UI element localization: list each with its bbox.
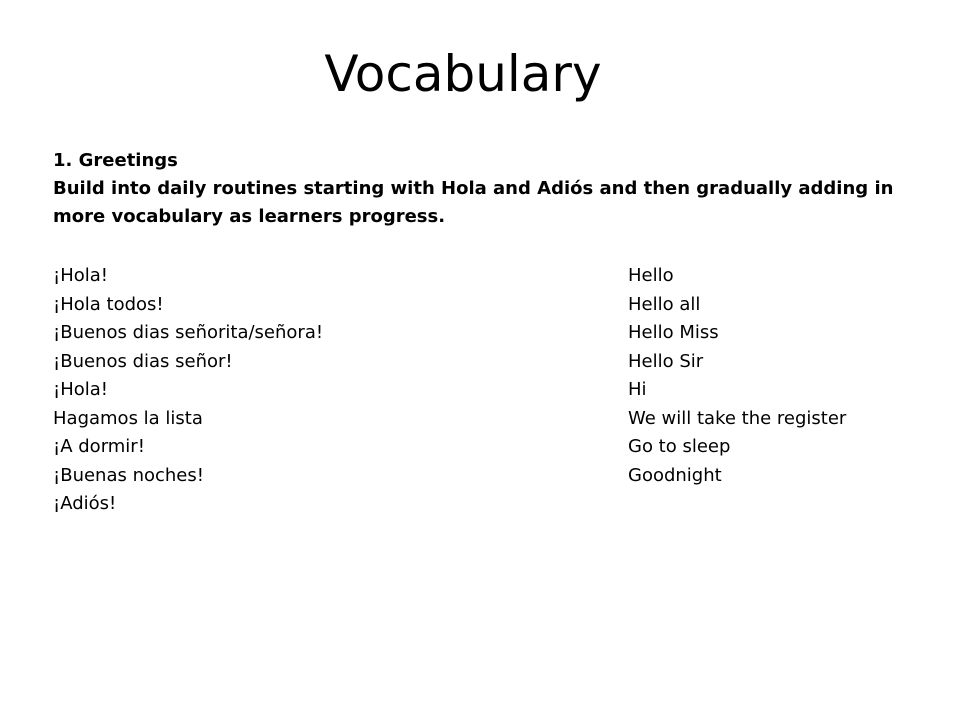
vocabulary-row [53, 405, 933, 434]
spanish-phrase: ¡Buenos dias señorita/señora! [53, 322, 324, 343]
spanish-phrase: ¡Hola! [53, 265, 109, 286]
english-translation: Hello Sir [628, 350, 704, 372]
vocabulary-row [53, 291, 933, 320]
vocabulary-row [53, 348, 933, 377]
section-heading: 1. Greetings [53, 150, 178, 171]
english-translation: Hello Miss [628, 322, 719, 343]
english-translation [628, 490, 933, 519]
spanish-phrase: ¡Buenos dias señor! [53, 350, 233, 372]
vocabulary-row [53, 490, 933, 519]
english-translation: Hello [628, 265, 674, 286]
english-translation: We will take the register [628, 407, 847, 429]
vocabulary-row [53, 376, 933, 405]
vocabulary-row [53, 319, 933, 348]
vocabulary-list [53, 262, 933, 519]
section-description: Build into daily routines starting with Hola and Adiós and then gradually adding in more vocabulary as learners progress. [53, 178, 894, 227]
spanish-phrase: ¡Hola! [53, 379, 109, 400]
greetings-section [53, 147, 933, 231]
english-translation: Hi [628, 379, 647, 400]
vocabulary-row [53, 433, 933, 462]
vocabulary-row [53, 262, 933, 291]
english-translation: Go to sleep [628, 436, 731, 457]
spanish-phrase: ¡Hola todos! [53, 293, 164, 315]
vocabulary-row [53, 462, 933, 491]
spanish-phrase: Hagamos la lista [53, 407, 203, 429]
english-translation: Goodnight [628, 464, 722, 486]
slide-title: Vocabulary [324, 45, 602, 103]
english-translation: Hello all [628, 293, 701, 315]
spanish-phrase: ¡Adiós! [53, 493, 117, 514]
spanish-phrase: ¡A dormir! [53, 436, 145, 457]
spanish-phrase: ¡Buenas noches! [53, 464, 204, 486]
